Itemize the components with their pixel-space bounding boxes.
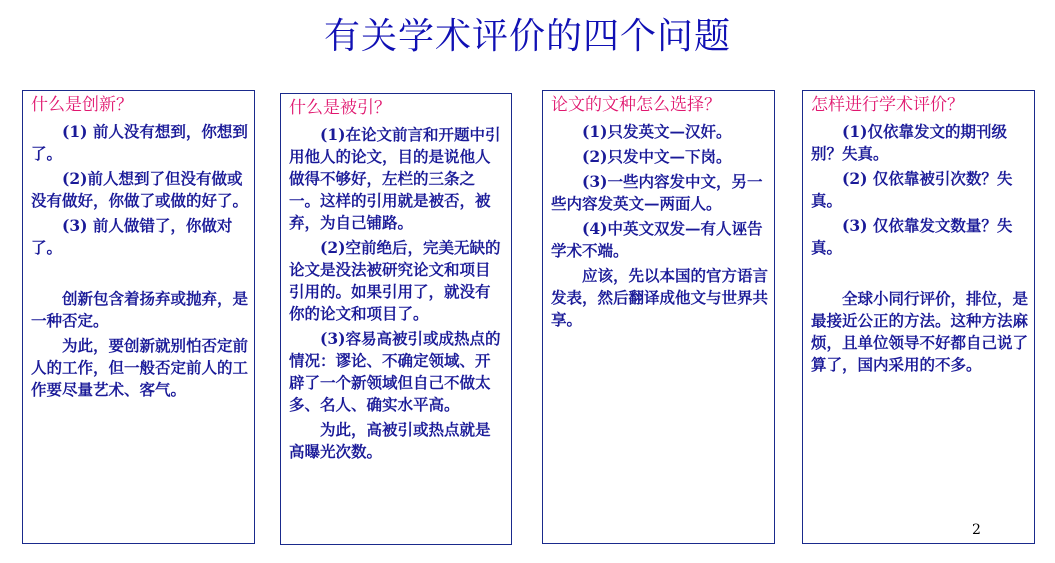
citation-heading: 什么是被引？ xyxy=(289,98,391,118)
citation-conclusion: 为此，高被引或热点就是高曝光次数。 xyxy=(289,420,491,461)
citation-point-1: (1)在论文前言和开题中引用他人的论文，目的是说他人做得不够好，左栏的三条之一。这样的引用就是被否，被弃，为自己铺路。 xyxy=(289,125,501,232)
evaluation-heading: 怎样进行学术评价？ xyxy=(811,95,964,115)
citation-point-2: (2)空前绝后，完美无缺的论文是没法被研究论文和项目引用的。如果引用了，就没有你的论文和项目了。 xyxy=(289,238,501,323)
innovation-point-3: (3) 前人做错了，你做对了。 xyxy=(31,216,233,257)
evaluation-box xyxy=(802,90,1035,544)
page-number: 2 xyxy=(972,522,981,538)
innovation-heading: 什么是创新？ xyxy=(31,95,133,115)
evaluation-recommendation: 全球小同行评价，排位，是最接近公正的方法。这种方法麻烦，且单位领导不好都自己说了算了，国内采用的不多。 xyxy=(811,289,1029,374)
language-option-3: (3)一些内容发中文，另一些内容发英文—两面人。 xyxy=(551,172,763,213)
citation-box xyxy=(280,93,512,545)
language-box xyxy=(542,90,775,544)
innovation-summary: 创新包含着扬弃或抛弃，是一种否定。 xyxy=(31,289,249,330)
language-heading: 论文的文种怎么选择？ xyxy=(551,95,721,115)
evaluation-method-3: (3) 仅依靠发文数量？失真。 xyxy=(811,216,1013,257)
language-recommendation: 应该，先以本国的官方语言发表，然后翻译成他文与世界共享。 xyxy=(551,266,769,329)
innovation-advice: 为此，要创新就别怕否定前人的工作，但一般否定前人的工作要尽量艺术、客气。 xyxy=(31,336,249,399)
language-option-1: (1)只发英文—汉奸。 xyxy=(582,122,732,141)
language-option-4: (4)中英文双发—有人诬告学术不端。 xyxy=(551,219,763,260)
innovation-point-1: (1) 前人没有想到，你想到了。 xyxy=(31,122,248,163)
evaluation-method-1: (1)仅依靠发文的期刊级别？失真。 xyxy=(811,122,1007,163)
citation-point-3: (3)容易高被引或成热点的情况：谬论、不确定领域、开辟了一个新领域但自己不做太多、名人、确实水平高。 xyxy=(289,329,501,414)
slide-title: 有关学术评价的四个问题 xyxy=(323,16,731,57)
innovation-point-2: (2)前人想到了但没有做或没有做好，你做了或做的好了。 xyxy=(31,169,249,210)
language-option-2: (2)只发中文—下岗。 xyxy=(582,147,732,166)
evaluation-method-2: (2) 仅依靠被引次数？失真。 xyxy=(811,169,1013,210)
innovation-box xyxy=(22,90,255,544)
